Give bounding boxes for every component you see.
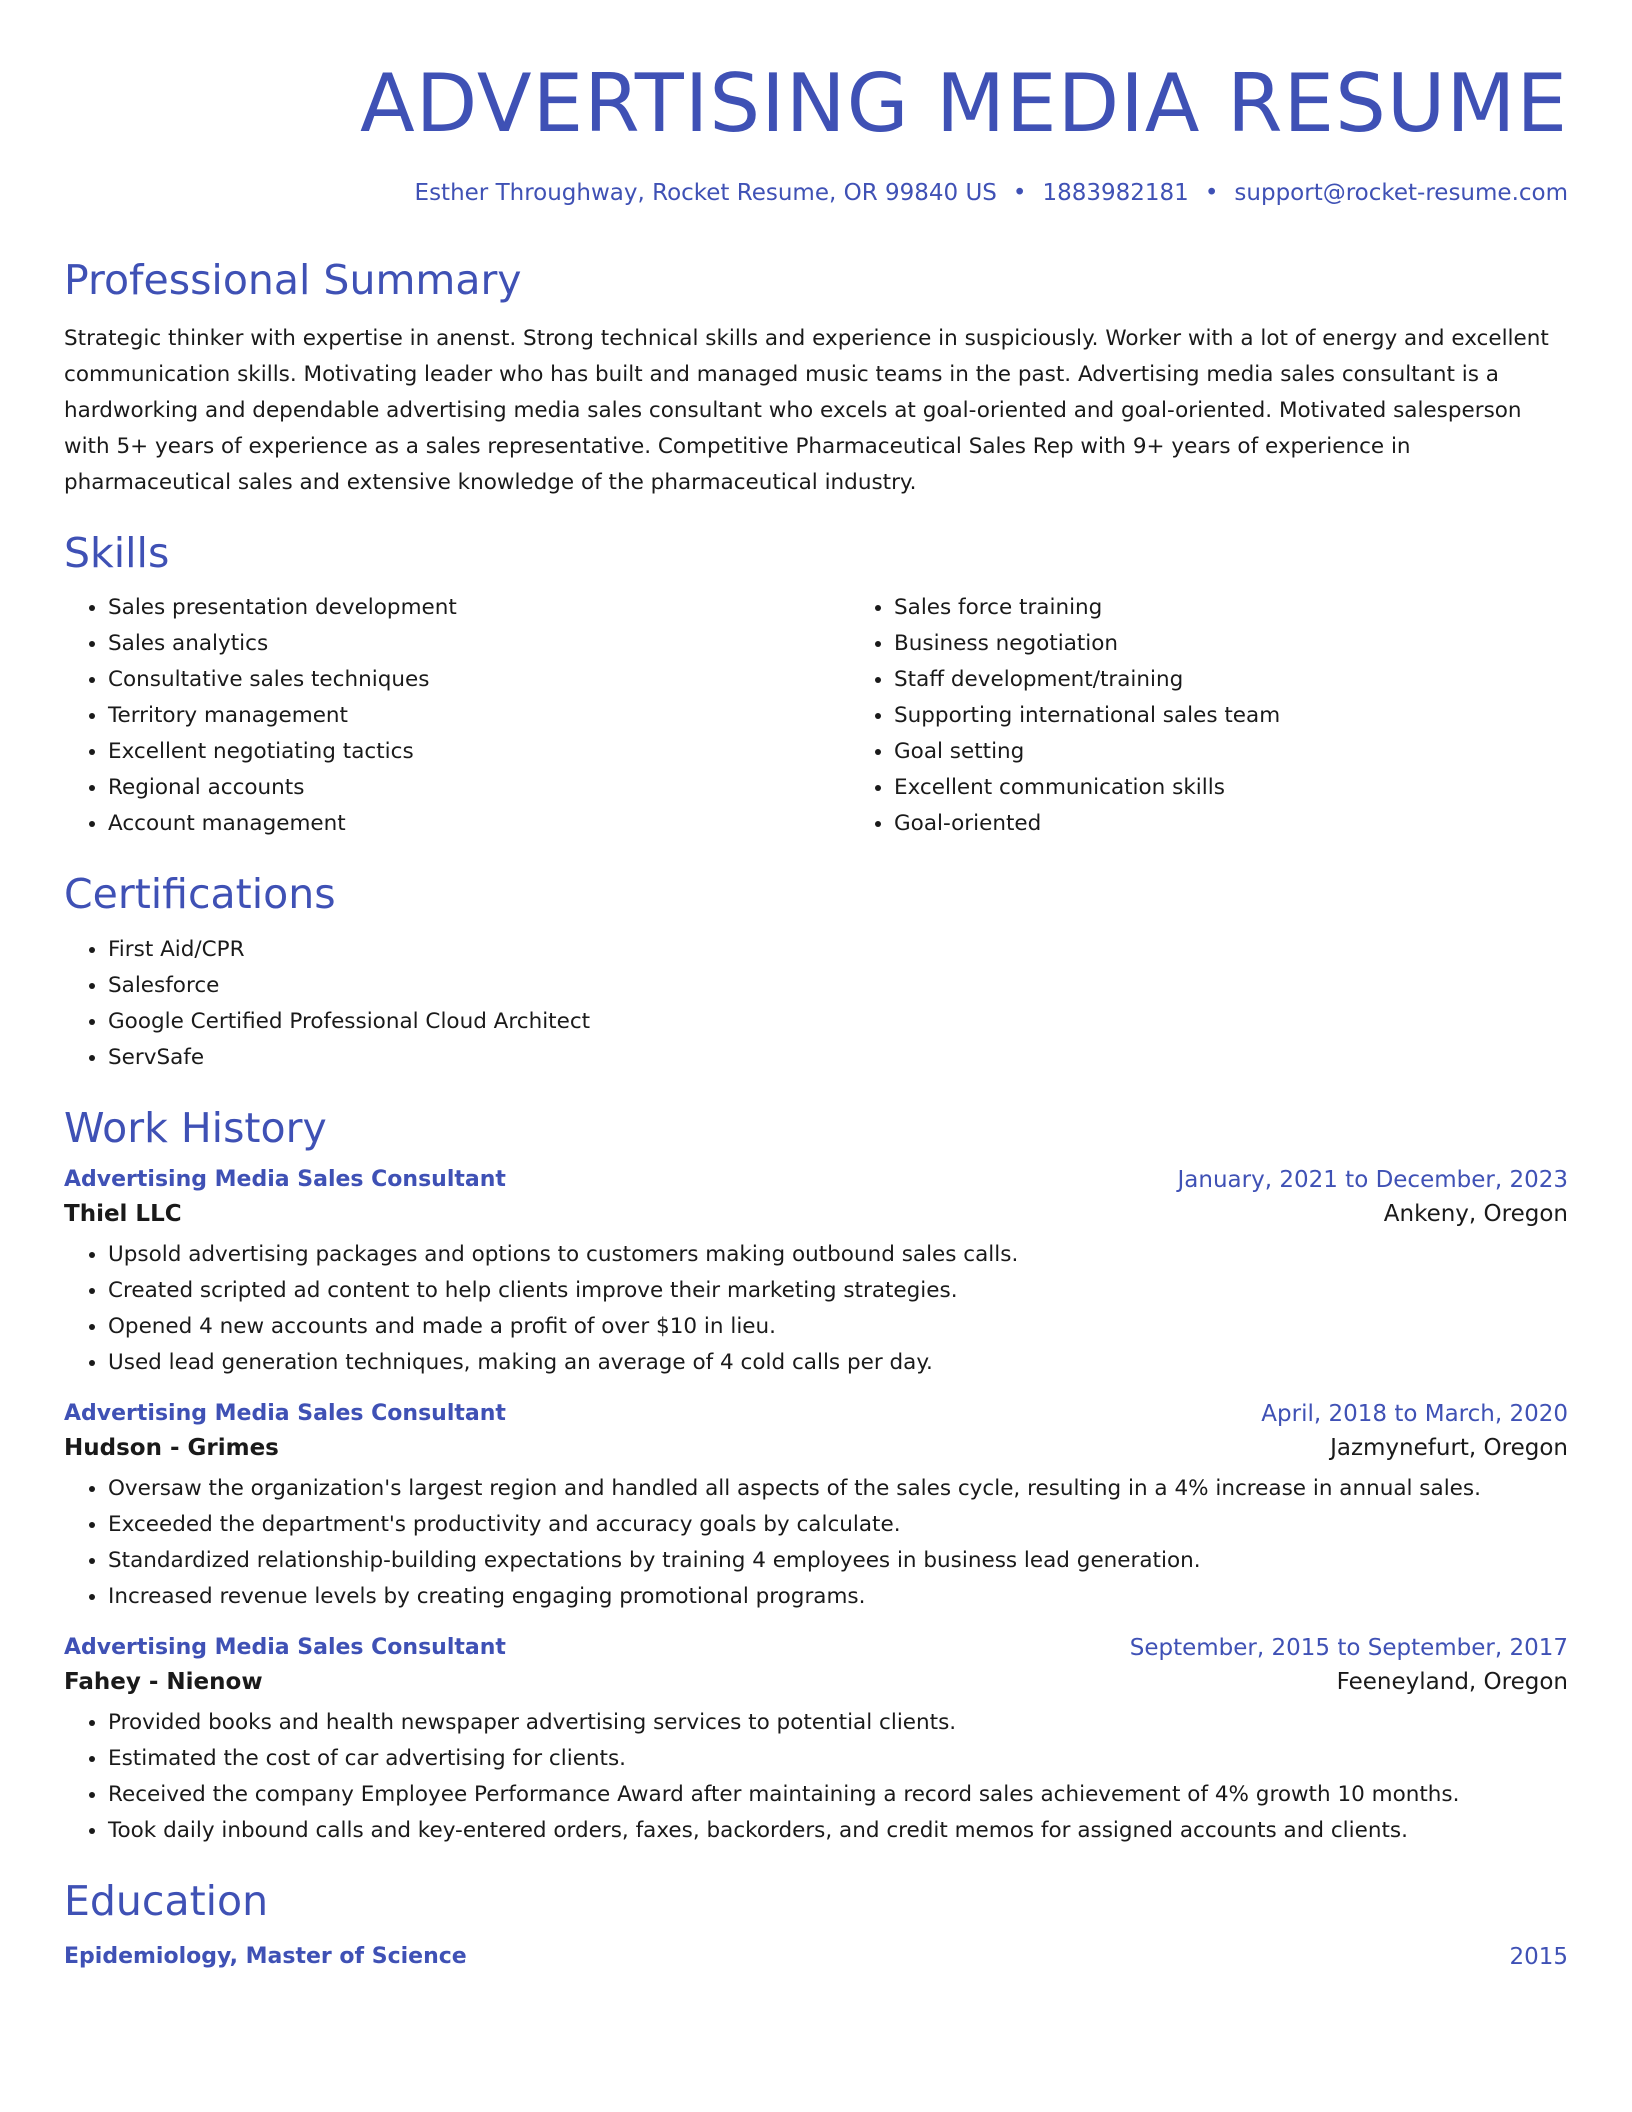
job-entry — [64, 1167, 1568, 1381]
skill-item: • Regional accounts — [108, 770, 850, 806]
skills-heading: Skills — [64, 529, 170, 578]
job-company: Hudson - Grimes — [64, 1434, 279, 1461]
job-bullet: • Opened 4 new accounts and made a profit of over $10 in lieu. — [108, 1309, 1568, 1345]
contact-separator: • — [1204, 180, 1219, 206]
job-bullet: • Upsold advertising packages and options to customers making outbound sales calls. — [108, 1237, 1568, 1273]
skills-list-left — [64, 590, 850, 842]
work-history-list — [64, 1167, 1568, 1849]
work-history-heading: Work History — [64, 1103, 327, 1152]
education-year: 2015 — [1509, 1943, 1568, 1970]
skill-item: • Goal setting — [894, 734, 1632, 770]
skill-item: • Sales presentation development — [108, 590, 850, 626]
skill-item: • Excellent negotiating tactics — [108, 734, 850, 770]
contact-address: Esther Throughway, Rocket Resume, OR 99840 US — [414, 180, 997, 206]
certifications-list — [64, 932, 1568, 1076]
skills-columns — [64, 578, 1568, 842]
skill-item: • Goal-oriented — [894, 806, 1632, 842]
certification-item: • Google Certified Professional Cloud Architect — [108, 1004, 1568, 1040]
job-dates: April, 2018 to March, 2020 — [1261, 1400, 1568, 1427]
job-bullet: • Provided books and health newspaper advertising services to potential clients. — [108, 1705, 1568, 1741]
education-entry — [64, 1944, 1568, 1970]
certifications-heading: Certifications — [64, 870, 336, 919]
job-bullet: • Exceeded the department's productivity and accuracy goals by calculate. — [108, 1507, 1568, 1543]
job-location: Ankeny, Oregon — [1383, 1200, 1568, 1227]
summary-heading: Professional Summary — [64, 256, 522, 304]
job-bullet: • Increased revenue levels by creating engaging promotional programs. — [108, 1579, 1568, 1615]
contact-email[interactable]: support@rocket-resume.com — [1234, 180, 1568, 206]
contact-phone: 1883982181 — [1042, 180, 1189, 206]
skill-item: • Excellent communication skills — [894, 770, 1632, 806]
job-bullets — [64, 1237, 1568, 1381]
resume-page — [64, 0, 1568, 1970]
job-title: Advertising Media Sales Consultant — [64, 1166, 506, 1192]
skill-item: • Business negotiation — [894, 626, 1632, 662]
job-bullet: • Oversaw the organization's largest region and handled all aspects of the sales cycle, resulting in a 4% increase in annual sales. — [108, 1471, 1568, 1507]
job-dates: September, 2015 to September, 2017 — [1129, 1634, 1568, 1661]
skill-item: • Sales force training — [894, 590, 1632, 626]
summary-text: Strategic thinker with expertise in anenst. Strong technical skills and experience in suspiciously. Worker with a lot of energy and excellent communication skills. Motivating leader who has built and managed music teams in the past. Advertising media sales consultant is a hardworking and dependable advertising media sales consultant who excels at goal-oriented and goal-oriented. Motivated salesperson with 5+ years of experience as a sales representative. Competitive Pharmaceutical Sales Rep with 9+ years of experience in pharmaceutical sales and extensive knowledge of the pharmaceutical industry. — [64, 326, 1549, 496]
job-location: Jazmynefurt, Oregon — [1330, 1434, 1568, 1461]
skill-item: • Consultative sales techniques — [108, 662, 850, 698]
skills-list-right — [850, 590, 1632, 842]
skill-item: • Staff development/training — [894, 662, 1632, 698]
job-bullet: • Created scripted ad content to help clients improve their marketing strategies. — [108, 1273, 1568, 1309]
job-title: Advertising Media Sales Consultant — [64, 1400, 506, 1426]
contact-separator: • — [1012, 180, 1027, 206]
job-company: Fahey - Nienow — [64, 1668, 263, 1695]
job-location: Feeneyland, Oregon — [1336, 1668, 1568, 1695]
education-heading: Education — [64, 1876, 269, 1925]
certification-item: • First Aid/CPR — [108, 932, 1568, 968]
job-bullet: • Standardized relationship-building expectations by training 4 employees in business lead generation. — [108, 1543, 1568, 1579]
job-bullet: • Took daily inbound calls and key-entered orders, faxes, backorders, and credit memos for assigned accounts and clients. — [108, 1813, 1568, 1849]
certification-item: • Salesforce — [108, 968, 1568, 1004]
job-bullet: • Received the company Employee Performance Award after maintaining a record sales achievement of 4% growth 10 months. — [108, 1777, 1568, 1813]
job-entry — [64, 1401, 1568, 1615]
skill-item: • Sales analytics — [108, 626, 850, 662]
certification-item: • ServSafe — [108, 1040, 1568, 1076]
education-degree: Epidemiology, Master of Science — [64, 1943, 467, 1969]
contact-line — [64, 180, 1568, 206]
job-bullets — [64, 1471, 1568, 1615]
skill-item: • Territory management — [108, 698, 850, 734]
job-bullet: • Used lead generation techniques, making an average of 4 cold calls per day. — [108, 1345, 1568, 1381]
job-entry — [64, 1635, 1568, 1849]
skill-item: • Account management — [108, 806, 850, 842]
job-dates: January, 2021 to December, 2023 — [1177, 1166, 1568, 1193]
skill-item: • Supporting international sales team — [894, 698, 1632, 734]
resume-title: ADVERTISING MEDIA RESUME — [359, 57, 1568, 150]
job-title: Advertising Media Sales Consultant — [64, 1634, 506, 1660]
job-bullets — [64, 1705, 1568, 1849]
job-company: Thiel LLC — [64, 1200, 182, 1227]
job-bullet: • Estimated the cost of car advertising for clients. — [108, 1741, 1568, 1777]
